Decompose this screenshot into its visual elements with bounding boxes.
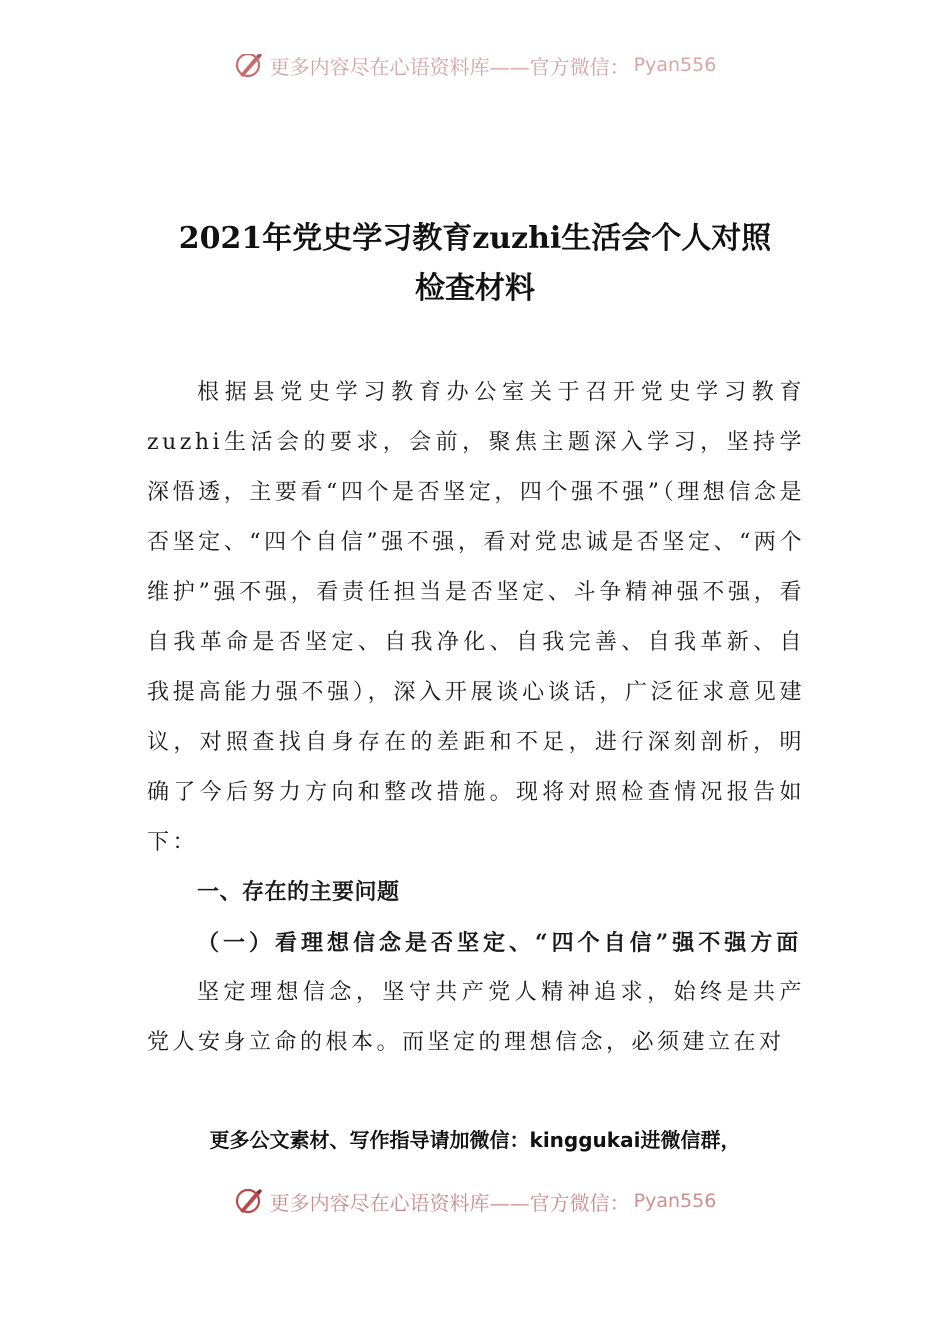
watermark-text: 更多内容尽在心语资料库——官方微信：: [269, 1190, 630, 1215]
title-line-1: 2021年党史学习教育zuzhi生活会个人对照: [178, 221, 772, 256]
body-paragraph-2: 坚定理想信念，坚守共产党人精神追求，始终是共产党人安身立命的根本。而坚定的理想信念，必须建立在对: [147, 980, 805, 1055]
watermark-wechat-id: Pyan556: [633, 54, 717, 76]
section-heading: 一、存在的主要问题: [197, 880, 400, 905]
bottom-watermark: [0, 1181, 950, 1221]
pen-logo-icon: [234, 54, 264, 80]
promo-text: 更多公文素材、写作指导请加微信：kinggukai进微信群，: [209, 1128, 741, 1152]
watermark-wechat-id: Pyan556: [633, 1190, 717, 1212]
pen-logo-icon: [234, 1186, 264, 1216]
watermark-text: 更多内容尽在心语资料库——官方微信：: [269, 54, 630, 79]
document-body: [147, 368, 805, 1068]
subsection-heading: （一）看理想信念是否坚定、“四个自信”强不强方面: [197, 930, 803, 956]
top-watermark: [0, 54, 950, 88]
title-line-2: 检查材料: [415, 271, 535, 306]
body-paragraph-intro: 根据县党史学习教育办公室关于召开党史学习教育zuzhi生活会的要求，会前，聚焦主题深入学习，坚持学深悟透，主要看“四个是否坚定，四个强不强”（理想信念是否坚定、“四个自信”强不强，看对党忠诚是否坚定、“两个维护”强不强，看责任担当是否坚定、斗争精神强不强，看自我革命是否坚定、自我净化、自我完善、自我革新、自我提高能力强不强），深入开展谈心谈话，广泛征求意见建议，对照查找自身存在的差距和不足，进行深刻剖析，明确了今后努力方向和整改措施。现将对照检查情况报告如下：: [147, 380, 805, 855]
document-title: [120, 214, 830, 314]
